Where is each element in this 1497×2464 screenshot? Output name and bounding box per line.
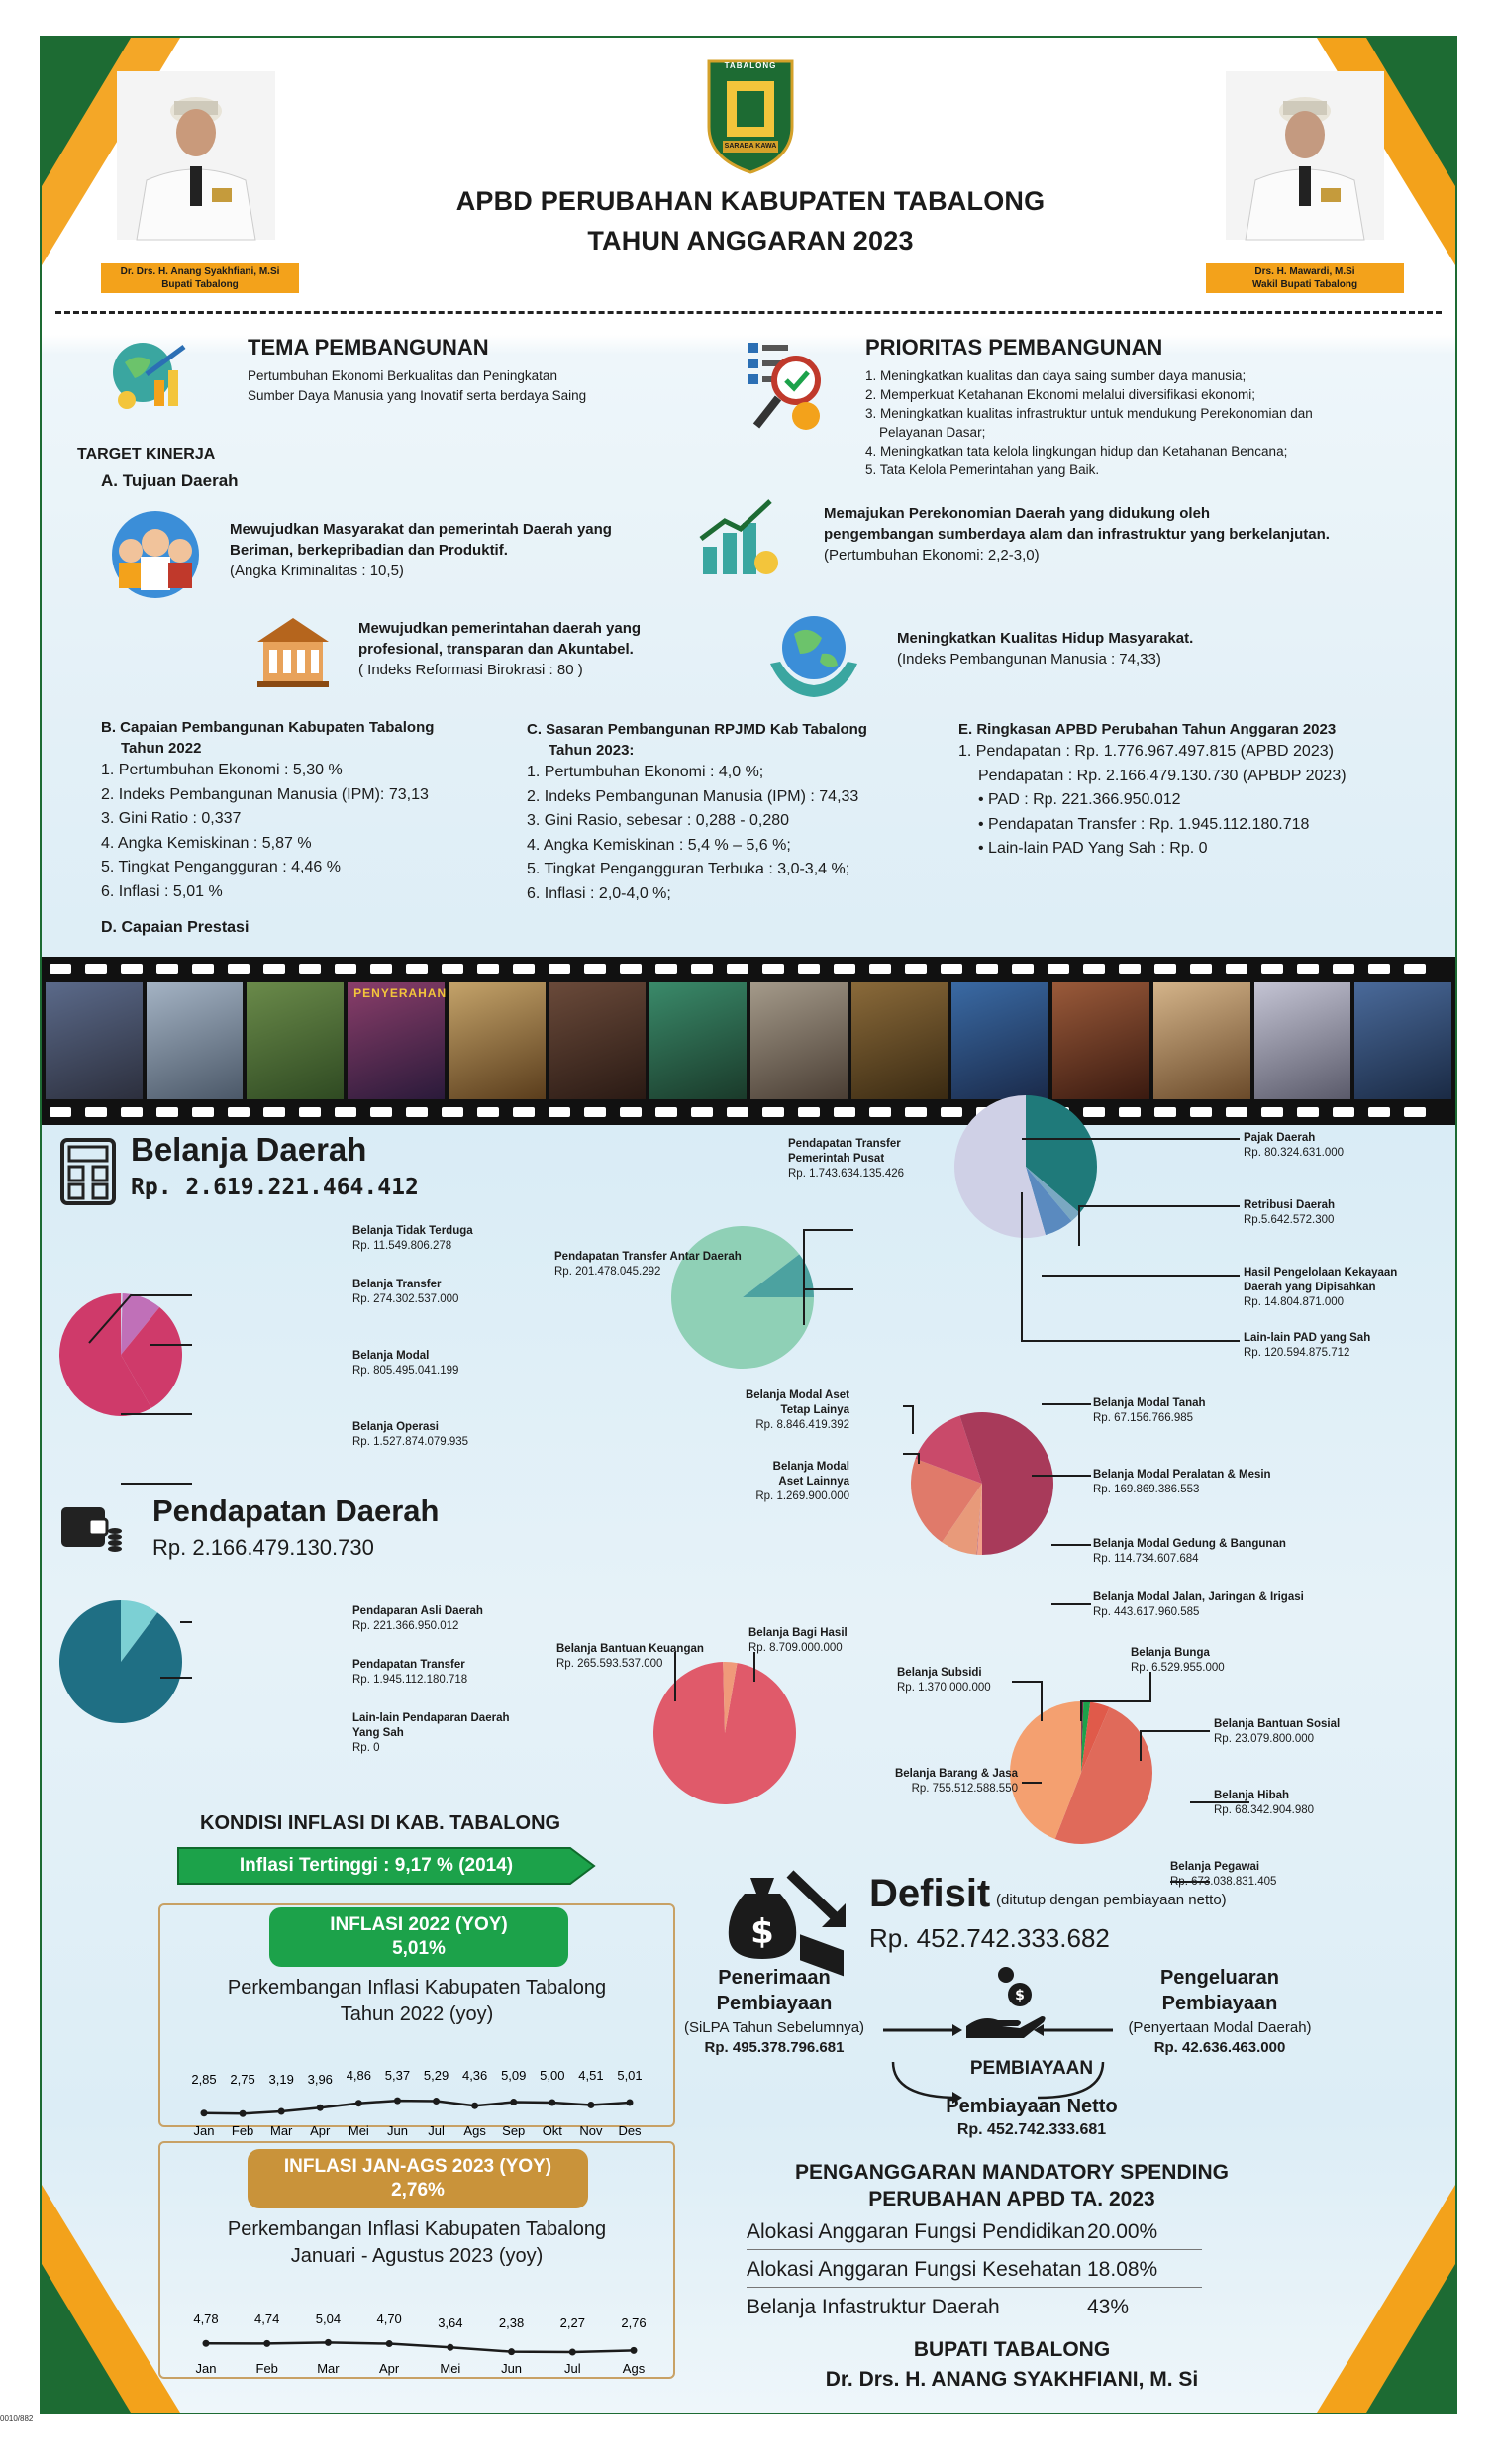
transfer-belanja-label-bantuan bbox=[556, 1642, 704, 1672]
goal-1-line-1: Mewujudkan Masyarakat dan pemerintah Daerah yang bbox=[230, 521, 612, 538]
label-name: Belanja Barang & Jasa bbox=[894, 1768, 1018, 1780]
inflasi-2023-badge bbox=[248, 2149, 588, 2208]
pengeluaran-pembiayaan bbox=[1121, 1965, 1319, 2016]
inflasi-tertinggi-banner bbox=[178, 1848, 594, 1884]
pengeluaran-line-2: Pembiayaan bbox=[1161, 1993, 1278, 2014]
pad-label-lain bbox=[1244, 1331, 1370, 1361]
money-bag-decline-icon bbox=[715, 1864, 853, 1963]
data-label: 3,19 bbox=[268, 2072, 294, 2087]
label-name: Belanja Modal Tanah bbox=[1093, 1397, 1206, 1409]
inflasi-2023-badge-line-1: INFLASI JAN-AGS 2023 (YOY) bbox=[283, 2156, 552, 2177]
inflasi-heading: KONDISI INFLASI DI KAB. TABALONG bbox=[200, 1812, 561, 1834]
mandatory-heading-line-1: PENGANGGARAN MANDATORY SPENDING bbox=[795, 2161, 1229, 2184]
label-value: Rp. 1.527.874.079.935 bbox=[352, 1436, 469, 1448]
label-value: Rp. 673.038.831.405 bbox=[1170, 1876, 1277, 1888]
prioritas-item: 2. Memperkuat Ketahanan Ekonomi melalui diversifikasi ekonomi; bbox=[865, 387, 1255, 402]
x-tick-label: Jul bbox=[428, 2123, 445, 2138]
operasi-label-barang-jasa bbox=[834, 1767, 1018, 1797]
penerimaan-pembiayaan bbox=[675, 1965, 873, 2016]
label-value: Rp. 14.804.871.000 bbox=[1244, 1296, 1345, 1308]
data-label: 2,38 bbox=[498, 2315, 525, 2330]
data-label: 5,09 bbox=[501, 2068, 527, 2083]
data-label: 4,86 bbox=[346, 2068, 372, 2083]
x-tick-label: Mei bbox=[440, 2361, 461, 2376]
inflasi-2023-line-chart bbox=[158, 2274, 675, 2377]
label-value: Rp. 23.079.800.000 bbox=[1214, 1733, 1315, 1745]
inflation-point bbox=[510, 2099, 517, 2105]
modal-label-aset-lainnya bbox=[685, 1460, 849, 1504]
ringkasan-item: • Pendapatan Transfer : Rp. 1.945.112.180.718 bbox=[978, 815, 1310, 833]
inflation-point bbox=[627, 2099, 634, 2105]
x-tick-label: Jan bbox=[193, 2123, 215, 2138]
belanja-label-modal bbox=[352, 1349, 458, 1379]
pembiayaan-label: PEMBIAYAAN bbox=[969, 2058, 1094, 2079]
penerimaan-source: (SiLPA Tahun Sebelumnya) bbox=[683, 2019, 865, 2036]
label-value: Rp.5.642.572.300 bbox=[1244, 1214, 1335, 1226]
mandatory-row-label: Belanja Infastruktur Daerah bbox=[747, 2296, 1000, 2318]
inflasi-2022-badge-line-1: INFLASI 2022 (YOY) bbox=[330, 1914, 508, 1935]
x-tick-label: Mar bbox=[269, 2123, 293, 2138]
calculator-icon bbox=[59, 1137, 117, 1206]
prioritas-item: 5. Tata Kelola Pemerintahan yang Baik. bbox=[865, 462, 1100, 477]
data-label: 3,96 bbox=[307, 2072, 333, 2087]
data-label: 4,70 bbox=[376, 2311, 402, 2326]
label-name: Hasil Pengelolaan Kekayaan bbox=[1244, 1267, 1398, 1279]
pie-pendapatan bbox=[59, 1600, 182, 1723]
data-label: 2,27 bbox=[559, 2315, 585, 2330]
label-value: Rp. 0 bbox=[352, 1742, 380, 1754]
penerimaan-value: Rp. 495.378.796.681 bbox=[704, 2039, 845, 2056]
label-name-2: Pemerintah Pusat bbox=[788, 1153, 885, 1165]
goal-2-line-2: pengembangan sumberdaya alam dan infrastruktur yang berkelanjutan. bbox=[824, 526, 1330, 543]
tujuan-heading: A. Tujuan Daerah bbox=[101, 471, 239, 490]
prioritas-heading: PRIORITAS PEMBANGUNAN bbox=[865, 335, 1163, 359]
label-name: Belanja Modal bbox=[772, 1461, 849, 1473]
label-name: Belanja Operasi bbox=[352, 1421, 439, 1433]
capaian-item: 1. Pertumbuhan Ekonomi : 5,30 % bbox=[101, 762, 343, 778]
label-name-2: Daerah yang Dipisahkan bbox=[1244, 1282, 1376, 1293]
x-tick-label: Des bbox=[618, 2123, 642, 2138]
defisit-note: (ditutup dengan pembiayaan netto) bbox=[996, 1892, 1227, 1908]
label-name: Belanja Modal Peralatan & Mesin bbox=[1093, 1469, 1271, 1481]
pendapatan-label-transfer bbox=[352, 1658, 467, 1688]
signature-title: BUPATI TABALONG bbox=[913, 2338, 1111, 2361]
label-name: Pendaparan Asli Daerah bbox=[352, 1605, 483, 1617]
inflasi-2023-badge-line-2: 2,76% bbox=[391, 2180, 445, 2201]
inflasi-2022-title-line-1: Perkembangan Inflasi Kabupaten Tabalong bbox=[227, 1977, 607, 1999]
label-value: Rp. 443.617.960.585 bbox=[1093, 1606, 1200, 1618]
photo-banner-text: PENYERAHAN bbox=[353, 986, 448, 1000]
label-value: Rp. 201.478.045.292 bbox=[554, 1266, 661, 1278]
pad-label-pajak bbox=[1244, 1131, 1344, 1161]
mandatory-row-value: 18.08% bbox=[1087, 2257, 1158, 2281]
label-name: Belanja Hibah bbox=[1214, 1790, 1290, 1801]
mandatory-table bbox=[747, 2214, 1202, 2327]
page-subtitle: TAHUN ANGGARAN 2023 bbox=[587, 226, 914, 256]
inflasi-2023-chart-title bbox=[158, 2216, 675, 2270]
inflation-point bbox=[569, 2349, 576, 2356]
pie-pad bbox=[954, 1095, 1097, 1238]
prioritas-item: 3. Meningkatkan kualitas infrastruktur untuk mendukung Perekonomian dan bbox=[865, 406, 1313, 421]
logo-motto: SARABA KAWA bbox=[724, 143, 777, 150]
mandatory-heading-line-2: PERUBAHAN APBD TA. 2023 bbox=[868, 2188, 1155, 2210]
data-label: 2,85 bbox=[191, 2072, 217, 2087]
inflation-point bbox=[355, 2100, 362, 2106]
inflation-point bbox=[201, 2109, 208, 2116]
belanja-amount: Rp. 2.619.221.464.412 bbox=[131, 1175, 419, 1200]
label-name: Belanja Pegawai bbox=[1170, 1861, 1260, 1873]
label-name: Belanja Modal Gedung & Bangunan bbox=[1093, 1538, 1286, 1550]
signature-block bbox=[715, 2335, 1309, 2395]
leader-line bbox=[1012, 1682, 1042, 1721]
tema-line-1: Pertumbuhan Ekonomi Berkualitas dan Peningkatan bbox=[248, 368, 557, 383]
inflation-point bbox=[471, 2103, 478, 2109]
modal-label-gedung bbox=[1093, 1537, 1286, 1567]
inflation-point bbox=[325, 2339, 332, 2346]
label-value: Rp. 265.593.537.000 bbox=[556, 1658, 663, 1670]
leader-line bbox=[903, 1406, 913, 1434]
inflation-point bbox=[278, 2108, 285, 2115]
operasi-label-subsidi bbox=[897, 1666, 991, 1695]
label-value: Rp. 1.743.634.135.426 bbox=[788, 1168, 905, 1180]
label-value: Rp. 114.734.607.684 bbox=[1093, 1553, 1199, 1565]
transfer-label-pusat bbox=[788, 1137, 904, 1181]
transfer-label-antar-daerah bbox=[554, 1250, 742, 1280]
prioritas-item: 1. Meningkatkan kualitas dan daya saing sumber daya manusia; bbox=[865, 368, 1247, 383]
pendapatan-title: Pendapatan Daerah bbox=[152, 1493, 440, 1528]
belanja-label-transfer bbox=[352, 1278, 458, 1307]
label-name: Belanja Bunga bbox=[1131, 1647, 1210, 1659]
label-value: Rp. 8.709.000.000 bbox=[748, 1642, 843, 1654]
inflasi-2022-line-chart bbox=[158, 2028, 675, 2138]
inflation-point bbox=[433, 2098, 440, 2105]
label-name-2: Aset Lainnya bbox=[778, 1476, 849, 1488]
operasi-label-bansos bbox=[1214, 1717, 1340, 1747]
bupati-name: Dr. Drs. H. Anang Syakhfiani, M.Si bbox=[120, 266, 280, 277]
footer-code: 0010/882 bbox=[0, 2414, 34, 2423]
goal-4-line-1: Meningkatkan Kualitas Hidup Masyarakat. bbox=[897, 630, 1194, 647]
capaian-item: 5. Tingkat Pengangguran : 4,46 % bbox=[101, 859, 341, 875]
label-value: Rp. 755.512.588.550 bbox=[911, 1783, 1018, 1795]
pembiayaan-netto-label: Pembiayaan Netto bbox=[946, 2096, 1118, 2117]
mandatory-row-label: Alokasi Anggaran Fungsi Pendidikan bbox=[747, 2219, 1086, 2243]
mandatory-row-label: Alokasi Anggaran Fungsi Kesehatan bbox=[747, 2257, 1082, 2281]
label-value: Rp. 68.342.904.980 bbox=[1214, 1804, 1315, 1816]
operasi-label-bunga bbox=[1131, 1646, 1225, 1676]
goal-2-line-1: Memajukan Perekonomian Daerah yang didukung oleh bbox=[824, 505, 1211, 522]
x-tick-label: Jan bbox=[195, 2361, 217, 2376]
logo-text: TABALONG bbox=[724, 61, 777, 70]
sasaran-heading-2: Tahun 2023: bbox=[549, 742, 635, 759]
penerimaan-detail bbox=[655, 2018, 893, 2058]
pembiayaan-netto-value: Rp. 452.742.333.681 bbox=[956, 2121, 1107, 2138]
sasaran-item: 1. Pertumbuhan Ekonomi : 4,0 %; bbox=[527, 764, 764, 780]
ringkasan-heading: E. Ringkasan APBD Perubahan Tahun Anggaran 2023 bbox=[958, 721, 1337, 738]
ringkasan-item: Pendapatan : Rp. 2.166.479.130.730 (APBDP 2023) bbox=[978, 767, 1347, 784]
label-name: Pendapatan Transfer bbox=[788, 1138, 901, 1150]
label-value: Rp. 6.529.955.000 bbox=[1131, 1662, 1225, 1674]
x-tick-label: Ags bbox=[622, 2361, 646, 2376]
label-value: Rp. 221.366.950.012 bbox=[352, 1620, 459, 1632]
x-tick-label: Mar bbox=[317, 2361, 340, 2376]
mandatory-row bbox=[747, 2252, 1202, 2288]
goal-3-line-1: Mewujudkan pemerintahan daerah yang bbox=[358, 620, 642, 637]
label-value: Rp. 805.495.041.199 bbox=[352, 1365, 459, 1377]
label-name: Belanja Modal Aset bbox=[745, 1389, 849, 1401]
x-tick-label: Feb bbox=[231, 2123, 254, 2138]
x-tick-label: Nov bbox=[579, 2123, 603, 2138]
label-value: Rp. 169.869.386.553 bbox=[1093, 1484, 1200, 1495]
data-label: 4,51 bbox=[578, 2068, 604, 2083]
inflation-point bbox=[263, 2340, 270, 2347]
label-name: Belanja Bagi Hasil bbox=[748, 1627, 848, 1639]
modal-label-jalan bbox=[1093, 1591, 1304, 1620]
prioritas-item: Pelayanan Dasar; bbox=[879, 425, 986, 440]
sasaran-item: 5. Tingkat Pengangguran Terbuka : 3,0-3,4 %; bbox=[527, 861, 850, 877]
ringkasan-item: • PAD : Rp. 221.366.950.012 bbox=[978, 791, 1181, 808]
inflasi-2022-chart-title bbox=[158, 1975, 675, 2028]
wakil-bupati-role: Wakil Bupati Tabalong bbox=[1251, 279, 1358, 290]
leader-line bbox=[1141, 1731, 1210, 1761]
mandatory-row-value: 43% bbox=[1087, 2296, 1130, 2318]
wakil-bupati-name: Drs. H. Mawardi, M.Si bbox=[1254, 266, 1355, 277]
label-name: Lain-lain PAD yang Sah bbox=[1244, 1332, 1371, 1344]
inflasi-tertinggi-text: Inflasi Tertinggi : 9,17 % (2014) bbox=[239, 1855, 514, 1876]
goal-4-line-2: (Indeks Pembangunan Manusia : 74,33) bbox=[897, 651, 1161, 667]
capaian-item: 4. Angka Kemiskinan : 5,87 % bbox=[101, 834, 312, 852]
label-name-2: Tetap Lainya bbox=[780, 1404, 849, 1416]
ringkasan-item: • Lain-lain PAD Yang Sah : Rp. 0 bbox=[978, 840, 1208, 857]
inflation-point bbox=[631, 2347, 638, 2354]
data-label: 4,36 bbox=[461, 2068, 488, 2083]
defisit-title: Defisit bbox=[869, 1872, 991, 1915]
capaian-item: 3. Gini Ratio : 0,337 bbox=[101, 810, 242, 827]
label-name: Belanja Bantuan Sosial bbox=[1214, 1718, 1341, 1730]
pengeluaran-line-1: Pengeluaran bbox=[1159, 1967, 1280, 1989]
signature-name: Dr. Drs. H. ANANG SYAKHFIANI, M. Si bbox=[825, 2368, 1199, 2391]
inflasi-2023-title-line-1: Perkembangan Inflasi Kabupaten Tabalong bbox=[227, 2218, 607, 2240]
x-tick-label: Sep bbox=[502, 2123, 526, 2138]
label-value: Rp. 274.302.537.000 bbox=[352, 1293, 459, 1305]
inflation-point bbox=[386, 2340, 393, 2347]
svg-text:$: $ bbox=[750, 1912, 774, 1952]
data-label: 4,78 bbox=[193, 2311, 219, 2326]
capaian-item: 6. Inflasi : 5,01 % bbox=[101, 882, 223, 900]
mandatory-row-value: 20.00% bbox=[1087, 2219, 1158, 2243]
inflation-point bbox=[508, 2348, 515, 2355]
label-name: Belanja Modal Jalan, Jaringan & Irigasi bbox=[1093, 1591, 1304, 1603]
defisit-amount: Rp. 452.742.333.682 bbox=[869, 1923, 1110, 1953]
label-name: Retribusi Daerah bbox=[1244, 1199, 1336, 1211]
inflation-point bbox=[447, 2344, 453, 2351]
inflation-point bbox=[317, 2105, 324, 2111]
infographic-page bbox=[40, 36, 1457, 2414]
label-name: Belanja Bantuan Keuangan bbox=[556, 1643, 704, 1655]
page-title: APBD PERUBAHAN KABUPATEN TABALONG bbox=[455, 186, 1046, 216]
label-value: Rp. 8.846.419.392 bbox=[755, 1419, 849, 1431]
penerimaan-line-2: Pembiayaan bbox=[716, 1993, 833, 2014]
label-value: Rp. 1.370.000.000 bbox=[897, 1682, 991, 1694]
label-name: Pendapatan Transfer Antar Daerah bbox=[554, 1251, 742, 1263]
goal-1-line-2: Beriman, berkepribadian dan Produktif. bbox=[230, 542, 508, 559]
x-tick-label: Jun bbox=[386, 2123, 408, 2138]
label-name-2: Yang Sah bbox=[352, 1727, 404, 1739]
mandatory-row bbox=[747, 2214, 1202, 2250]
pie-operasi bbox=[1010, 1701, 1152, 1844]
goal-3-line-2: profesional, transparan dan Akuntabel. bbox=[358, 641, 634, 658]
sasaran-item: 2. Indeks Pembangunan Manusia (IPM) : 74,33 bbox=[527, 787, 859, 805]
pie-transfer bbox=[671, 1226, 814, 1369]
pad-label-retribusi bbox=[1244, 1198, 1335, 1228]
data-label: 5,01 bbox=[617, 2068, 643, 2083]
data-label: 4,74 bbox=[254, 2311, 280, 2326]
transfer-belanja-label-bagi-hasil bbox=[748, 1626, 848, 1656]
tema-heading: TEMA PEMBANGUNAN bbox=[248, 335, 489, 359]
inflation-point bbox=[549, 2100, 555, 2106]
goal-2-line-3: (Pertumbuhan Ekonomi: 2,2-3,0) bbox=[824, 547, 1040, 564]
modal-label-peralatan bbox=[1093, 1468, 1271, 1497]
sasaran-heading-1: C. Sasaran Pembangunan RPJMD Kab Tabalong bbox=[527, 721, 867, 738]
svg-text:$: $ bbox=[1015, 1988, 1025, 2003]
label-name: Belanja Transfer bbox=[352, 1279, 442, 1290]
data-label: 2,75 bbox=[230, 2072, 255, 2087]
tema-line-2: Sumber Daya Manusia yang Inovatif serta berdaya Saing bbox=[248, 388, 587, 403]
prioritas-item: 4. Meningkatkan tata kelola lingkungan hidup dan Ketahanan Bencana; bbox=[865, 444, 1288, 459]
sasaran-item: 6. Inflasi : 2,0-4,0 %; bbox=[527, 884, 671, 902]
modal-label-aset-tetap bbox=[685, 1388, 849, 1433]
label-name: Lain-lain Pendaparan Daerah bbox=[352, 1712, 510, 1724]
label-value: Rp. 11.549.806.278 bbox=[352, 1240, 452, 1252]
operasi-label-pegawai bbox=[1170, 1860, 1276, 1890]
label-value: Rp. 1.945.112.180.718 bbox=[352, 1674, 468, 1686]
inflasi-2022-badge bbox=[269, 1907, 568, 1967]
x-tick-label: Jul bbox=[563, 2361, 581, 2376]
bupati-role: Bupati Tabalong bbox=[161, 279, 239, 290]
inflation-point bbox=[203, 2340, 210, 2347]
x-tick-label: Apr bbox=[310, 2123, 331, 2138]
inflation-point bbox=[587, 2102, 594, 2108]
capaian-heading-2: Tahun 2022 bbox=[121, 740, 202, 757]
pie-modal bbox=[911, 1412, 1053, 1555]
wallet-icon bbox=[59, 1497, 123, 1559]
x-tick-label: Mei bbox=[348, 2123, 369, 2138]
x-tick-label: Okt bbox=[542, 2123, 562, 2138]
pengeluaran-source: (Penyertaan Modal Daerah) bbox=[1128, 2019, 1312, 2036]
operasi-label-hibah bbox=[1214, 1789, 1314, 1818]
data-label: 5,00 bbox=[540, 2068, 565, 2083]
label-value: Rp. 67.156.766.985 bbox=[1093, 1412, 1194, 1424]
capaian-item: 2. Indeks Pembangunan Manusia (IPM): 73,13 bbox=[101, 785, 429, 803]
x-tick-label: Apr bbox=[379, 2361, 400, 2376]
label-name: Belanja Tidak Terduga bbox=[352, 1225, 473, 1237]
data-label: 5,29 bbox=[423, 2068, 449, 2083]
data-label: 3,64 bbox=[438, 2315, 463, 2330]
prestasi-heading: D. Capaian Prestasi bbox=[101, 919, 250, 936]
data-label: 5,37 bbox=[384, 2068, 411, 2083]
label-name: Pendapatan Transfer bbox=[352, 1659, 465, 1671]
mandatory-row bbox=[747, 2290, 1202, 2325]
label-value: Rp. 1.269.900.000 bbox=[755, 1490, 849, 1502]
pengeluaran-value: Rp. 42.636.463.000 bbox=[1153, 2039, 1286, 2056]
penerimaan-line-1: Penerimaan bbox=[718, 1967, 831, 1989]
data-label: 2,76 bbox=[621, 2315, 647, 2330]
modal-label-tanah bbox=[1093, 1396, 1206, 1426]
pendapatan-label-pad bbox=[352, 1604, 483, 1634]
target-heading: TARGET KINERJA bbox=[77, 446, 216, 462]
inflasi-2022-badge-line-2: 5,01% bbox=[392, 1938, 446, 1959]
pad-label-kekayaan bbox=[1244, 1266, 1397, 1310]
inflasi-2022-title-line-2: Tahun 2022 (yoy) bbox=[340, 2003, 494, 2025]
inflasi-2023-title-line-2: Januari - Agustus 2023 (yoy) bbox=[290, 2245, 544, 2267]
x-tick-label: Jun bbox=[501, 2361, 523, 2376]
leader-line bbox=[1079, 1206, 1240, 1246]
belanja-label-tidak-terduga bbox=[352, 1224, 473, 1254]
x-tick-label: Ags bbox=[463, 2123, 486, 2138]
capaian-heading-1: B. Capaian Pembangunan Kabupaten Tabalong bbox=[101, 719, 435, 736]
goal-3-line-3: ( Indeks Reformasi Birokrasi : 80 ) bbox=[358, 662, 583, 678]
goal-1-line-3: (Angka Kriminalitas : 10,5) bbox=[230, 563, 404, 579]
belanja-title: Belanja Daerah bbox=[131, 1131, 367, 1168]
sasaran-item: 3. Gini Rasio, sebesar : 0,288 - 0,280 bbox=[527, 812, 790, 829]
belanja-label-operasi bbox=[352, 1420, 468, 1450]
x-tick-label: Feb bbox=[255, 2361, 278, 2376]
ringkasan-item: 1. Pendapatan : Rp. 1.776.967.497.815 (APBD 2023) bbox=[958, 743, 1334, 760]
data-label: 5,04 bbox=[315, 2311, 342, 2326]
inflation-point bbox=[394, 2098, 401, 2105]
label-name: Belanja Subsidi bbox=[897, 1667, 982, 1679]
pendapatan-amount: Rp. 2.166.479.130.730 bbox=[152, 1535, 374, 1560]
inflation-line bbox=[204, 2101, 630, 2113]
pie-belanja bbox=[59, 1293, 182, 1416]
label-name: Belanja Modal bbox=[352, 1350, 430, 1362]
label-name: Pajak Daerah bbox=[1244, 1132, 1316, 1144]
mandatory-heading bbox=[715, 2159, 1309, 2212]
pengeluaran-detail bbox=[1101, 2018, 1339, 2058]
label-value: Rp. 80.324.631.000 bbox=[1244, 1147, 1345, 1159]
pendapatan-label-lain bbox=[352, 1711, 510, 1756]
inflation-point bbox=[240, 2110, 247, 2117]
sasaran-item: 4. Angka Kemiskinan : 5,4 % – 5,6 %; bbox=[527, 836, 791, 854]
label-value: Rp. 120.594.875.712 bbox=[1244, 1347, 1350, 1359]
